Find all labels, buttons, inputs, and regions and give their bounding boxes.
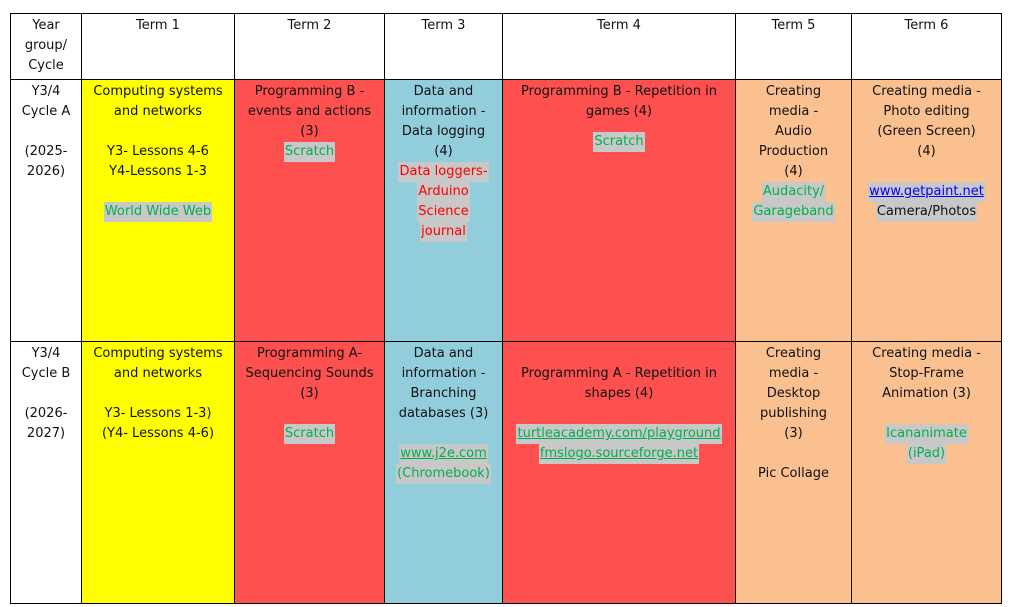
lesson-count: (4)	[917, 144, 936, 159]
lesson-note: Y3- Lessons 4-6	[107, 144, 209, 159]
year-group-header-line: group/	[24, 38, 68, 53]
lesson-note: Y3- Lessons 1-3)	[104, 406, 212, 421]
year-group-header-line: Cycle	[28, 58, 64, 73]
tool-label: Scratch	[284, 424, 335, 444]
tool-label: Science	[417, 202, 469, 222]
cycle-b-term-5-cell	[736, 342, 852, 604]
unit-title: and networks	[113, 366, 203, 381]
tool-label: (iPad)	[907, 444, 946, 464]
tool-label: Arduino	[417, 182, 469, 202]
term-5-header: Term 5	[736, 14, 852, 80]
turtleacademy-link[interactable]: turtleacademy.com/playground	[516, 424, 721, 444]
unit-title: media -	[768, 104, 819, 119]
cycle-label: Y3/4	[31, 84, 61, 99]
unit-title: Data logging	[401, 124, 486, 139]
unit-title: Data and	[413, 346, 474, 361]
tool-label: Pic Collage	[758, 466, 829, 481]
cycle-years: 2027)	[26, 426, 66, 441]
tool-label: (Chromebook)	[396, 464, 491, 484]
fmslogo-link[interactable]: fmslogo.sourceforge.net	[539, 444, 699, 464]
cycle-a-term-2-cell	[235, 80, 385, 342]
cycle-b-term-6-cell	[852, 342, 1002, 604]
cycle-a-term-3-cell	[385, 80, 503, 342]
cycle-a-term-1-cell	[82, 80, 235, 342]
cycle-label: Cycle B	[21, 366, 71, 381]
lesson-count: (3)	[300, 386, 319, 401]
term-1-header: Term 1	[82, 14, 235, 80]
unit-title: Photo editing	[883, 104, 970, 119]
cycle-label: Cycle A	[21, 104, 71, 119]
unit-title: Programming A-	[256, 346, 363, 361]
term-6-header: Term 6	[852, 14, 1002, 80]
unit-title: Stop-Frame	[889, 366, 964, 381]
unit-title: information -	[401, 366, 486, 381]
cycle-label: Y3/4	[31, 346, 61, 361]
unit-title: Programming B - Repetition in	[521, 84, 717, 99]
cycle-b-term-4-cell	[503, 342, 736, 604]
cycle-a-label-cell	[11, 80, 82, 342]
lesson-count: (3)	[784, 426, 803, 441]
unit-title: Creating media -	[872, 84, 981, 99]
unit-title: Computing systems	[93, 84, 223, 99]
lesson-count: (4)	[784, 164, 803, 179]
lesson-count: (3)	[300, 124, 319, 139]
unit-title: information -	[401, 104, 486, 119]
unit-title: media -	[768, 366, 819, 381]
cycle-a-term-6-cell	[852, 80, 1002, 342]
term-4-header: Term 4	[503, 14, 736, 80]
header-row	[11, 14, 1002, 80]
unit-title: Creating	[765, 346, 822, 361]
tool-label: Scratch	[593, 132, 644, 152]
j2e-link[interactable]: www.j2e.com	[399, 444, 488, 464]
cycle-b-term-3-cell	[385, 342, 503, 604]
term-2-header: Term 2	[235, 14, 385, 80]
tool-label: Camera/Photos	[876, 202, 977, 222]
cycle-years: (2026-	[24, 406, 68, 421]
unit-title: Sequencing Sounds	[245, 366, 374, 381]
tool-label: Garageband	[752, 202, 834, 222]
unit-title: Programming A - Repetition in	[521, 366, 717, 381]
tool-label: Scratch	[284, 142, 335, 162]
lesson-note: Y4-Lessons 1-3	[109, 164, 207, 179]
unit-title: Computing systems	[93, 346, 223, 361]
lesson-count: (4)	[434, 144, 453, 159]
unit-title: Creating media -	[872, 346, 981, 361]
cycle-years: (2025-	[24, 144, 68, 159]
unit-title: (Green Screen)	[877, 124, 976, 139]
cycle-b-label-cell	[11, 342, 82, 604]
unit-title: events and actions	[247, 104, 372, 119]
unit-title: Branching	[410, 386, 477, 401]
tool-label: journal	[420, 222, 467, 242]
unit-title: Desktop	[766, 386, 821, 401]
unit-title: Animation (3)	[882, 386, 971, 401]
curriculum-table	[10, 13, 1002, 604]
unit-title: Programming B -	[254, 84, 365, 99]
cycle-a-term-4-cell	[503, 80, 736, 342]
unit-title: databases (3)	[398, 406, 489, 421]
cycle-b-row	[11, 342, 1002, 604]
cycle-b-term-2-cell	[235, 342, 385, 604]
unit-title: Audio	[775, 124, 812, 139]
term-3-header: Term 3	[385, 14, 503, 80]
lesson-note: (Y4- Lessons 4-6)	[101, 426, 215, 441]
cycle-a-row	[11, 80, 1002, 342]
unit-title: shapes (4)	[584, 386, 654, 401]
unit-title: Production	[758, 144, 829, 159]
unit-title: Creating	[765, 84, 822, 99]
unit-title: publishing	[759, 406, 828, 421]
unit-title: Data and	[413, 84, 474, 99]
tool-label: Icananimate	[885, 424, 968, 444]
tool-label: World Wide Web	[104, 202, 212, 222]
year-group-header-line: Year	[32, 18, 60, 33]
cycle-a-term-5-cell	[736, 80, 852, 342]
getpaint-link[interactable]: www.getpaint.net	[868, 182, 985, 202]
tool-label: Audacity/	[762, 182, 825, 202]
unit-title: and networks	[113, 104, 203, 119]
cycle-years: 2026)	[26, 164, 66, 179]
tool-label: Data loggers-	[398, 162, 488, 182]
unit-title: games (4)	[585, 104, 653, 119]
year-group-header	[11, 14, 82, 80]
cycle-b-term-1-cell	[82, 342, 235, 604]
